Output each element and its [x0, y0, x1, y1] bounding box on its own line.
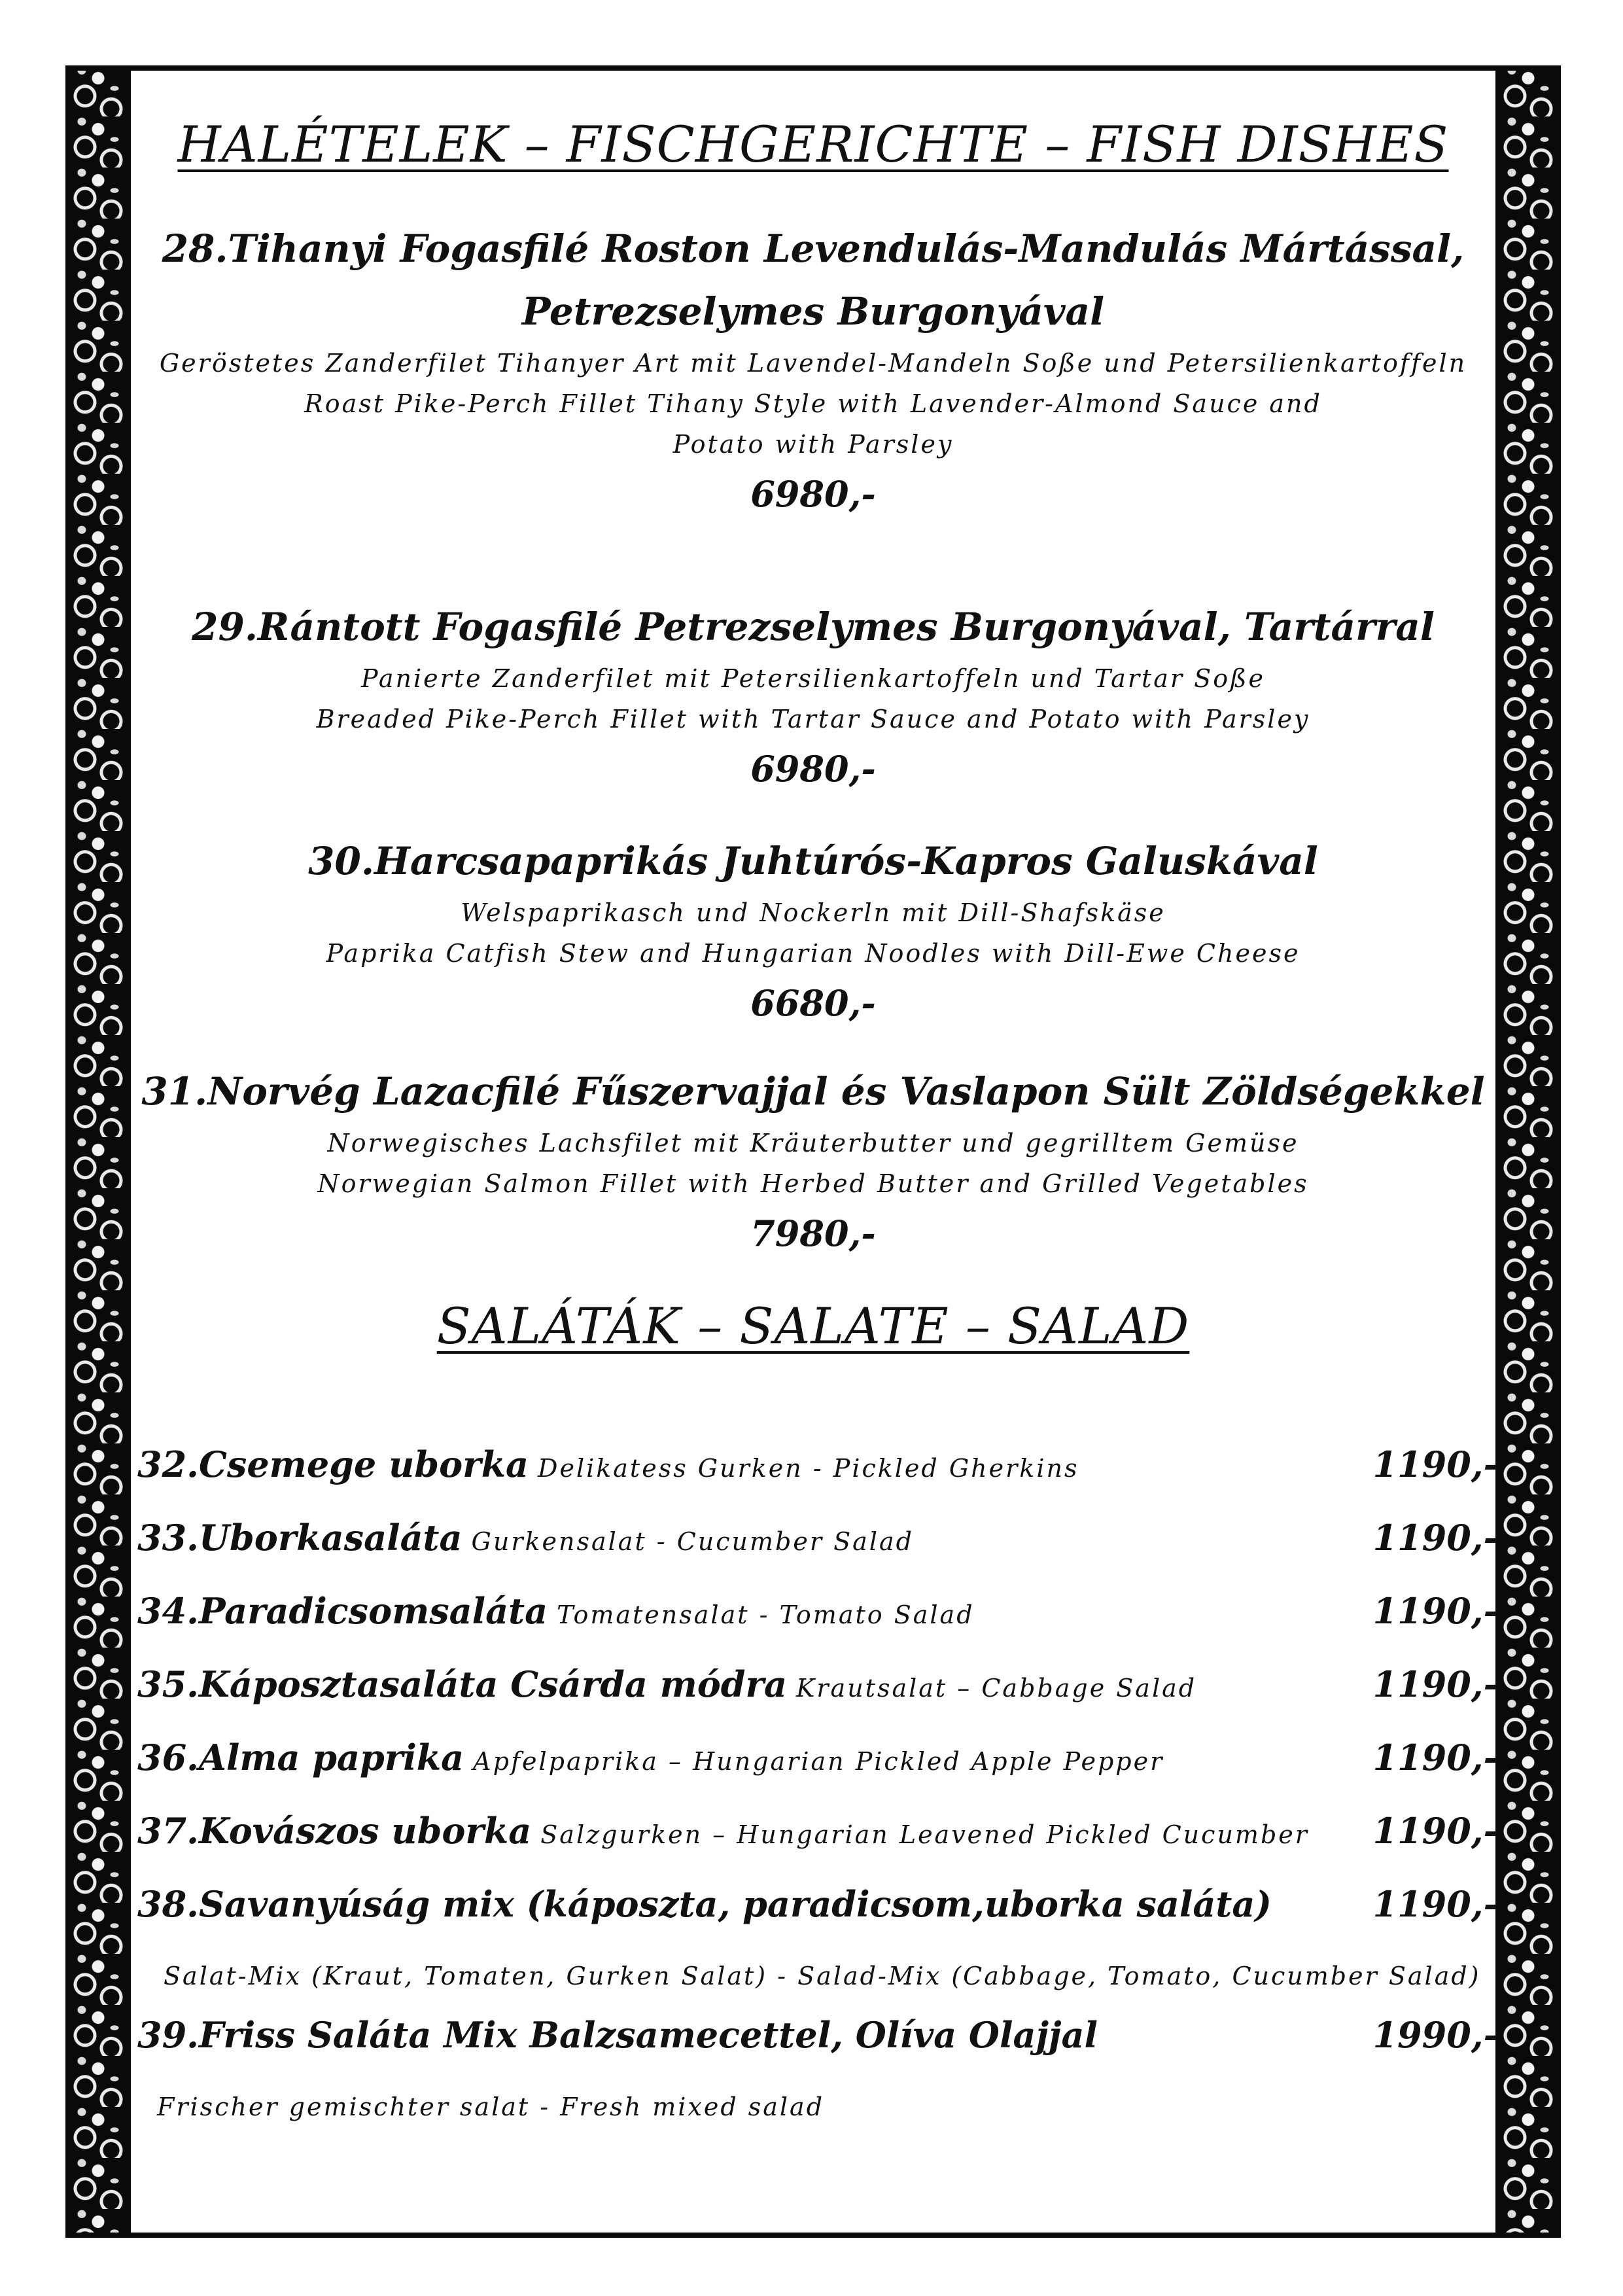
salad-name: 37.Kovászos uborka: [137, 1810, 532, 1852]
salad-name: 39.Friss Saláta Mix Balzsamecettel, Olíva Olajjal: [137, 2014, 1098, 2056]
salad-item-33: [137, 1506, 1498, 1572]
salad-item-39: [137, 2004, 1498, 2069]
salad-price: 1190,-: [1372, 1590, 1498, 1632]
salad-price: 1190,-: [1372, 1663, 1498, 1705]
salad-name: 34.Paradicsomsaláta: [137, 1590, 548, 1632]
dish-28: [131, 217, 1495, 523]
salad-item-34: [137, 1580, 1498, 1645]
salad-name: 36.Alma paprika: [137, 1737, 464, 1778]
dish-price: 6980,-: [750, 748, 876, 790]
salad-name: 32.Csemege uborka: [137, 1443, 529, 1485]
salad-description: Gurkensalat - Cucumber Salad: [471, 1527, 914, 1556]
dish-name: 30.Harcsapaprikás Juhtúrós-Kapros Galuskával: [308, 839, 1318, 883]
dish-name: 31.Norvég Lazacfilé Fűszervajjal és Vaslapon Sült Zöldségekkel: [141, 1069, 1485, 1114]
menu-content: [131, 65, 1498, 2238]
salad-price: 1190,-: [1372, 1517, 1498, 1559]
dish-german: Welspaprikasch und Nockerln mit Dill-Shafskäse: [461, 898, 1166, 927]
dish-english-cont: Potato with Parsley: [672, 430, 954, 459]
salad-note: Salat-Mix (Kraut, Tomaten, Gurken Salat) - Salad-Mix (Cabbage, Tomato, Cucumber Salad): [164, 1962, 1481, 1990]
dish-german: Geröstetes Zanderfilet Tihanyer Art mit Lavendel-Mandeln Soße und Petersilienkartoffeln: [159, 349, 1467, 378]
salad-description: Delikatess Gurken - Pickled Gherkins: [537, 1454, 1079, 1483]
dish-name: 28.Tihanyi Fogasfilé Roston Levendulás-Mandulás Mártással,: [162, 226, 1465, 271]
salad-price: 1190,-: [1372, 1443, 1498, 1485]
dish-price: 6680,-: [750, 982, 876, 1024]
salad-description: Krautsalat – Cabbage Salad: [796, 1674, 1197, 1703]
dish-german: Norwegisches Lachsfilet mit Kräuterbutter und gegrilltem Gemüse: [327, 1129, 1299, 1157]
ornament-border-right: [1495, 65, 1561, 2238]
dish-english: Roast Pike-Perch Fillet Tihany Style with Lavender-Almond Sauce and: [304, 389, 1322, 418]
dish-english: Breaded Pike-Perch Fillet with Tartar Sauce and Potato with Parsley: [316, 705, 1310, 733]
salad-name: 38.Savanyúság mix (káposzta, paradicsom,uborka saláta): [137, 1883, 1272, 1925]
dish-name-cont: Petrezselymes Burgonyával: [521, 289, 1105, 334]
salad-note: Frischer gemischter salat - Fresh mixed salad: [157, 2093, 825, 2121]
salad-price: 1190,-: [1372, 1883, 1498, 1925]
dish-30: [131, 830, 1495, 1033]
dish-price: 6980,-: [750, 473, 876, 515]
dish-german: Panierte Zanderfilet mit Petersilienkartoffeln und Tartar Soße: [361, 664, 1265, 693]
dish-price: 7980,-: [750, 1212, 876, 1254]
salad-item-36: [137, 1726, 1498, 1792]
ornament-border-left: [65, 65, 131, 2238]
salad-description: Tomatensalat - Tomato Salad: [557, 1600, 975, 1629]
salad-price: 1990,-: [1372, 2014, 1498, 2056]
salad-item-37: [137, 1799, 1498, 1865]
salad-description: Salzgurken – Hungarian Leavened Pickled Cucumber: [540, 1820, 1309, 1849]
dish-english: Norwegian Salmon Fillet with Herbed Butter and Grilled Vegetables: [317, 1169, 1309, 1198]
fish-section-title: HALÉTELEK – FISCHGERICHTE – FISH DISHES: [177, 115, 1449, 173]
salad-description: Apfelpaprika – Hungarian Pickled Apple Pepper: [473, 1747, 1164, 1776]
salad-name: 35.Káposztasaláta Csárda módra: [137, 1663, 787, 1705]
salad-item-38: [137, 1873, 1498, 1938]
dish-english: Paprika Catfish Stew and Hungarian Noodles with Dill-Ewe Cheese: [326, 939, 1300, 968]
salad-name: 33.Uborkasaláta: [137, 1517, 462, 1559]
dish-29: [131, 595, 1495, 798]
salad-item-32: [137, 1433, 1498, 1498]
dish-31: [131, 1060, 1495, 1263]
dish-name: 29.Rántott Fogasfilé Petrezselymes Burgonyával, Tartárral: [192, 605, 1435, 649]
salad-price: 1190,-: [1372, 1810, 1498, 1852]
salad-price: 1190,-: [1372, 1737, 1498, 1778]
salad-item-35: [137, 1653, 1498, 1718]
salad-section-title: SALÁTÁK – SALATE – SALAD: [436, 1297, 1190, 1355]
